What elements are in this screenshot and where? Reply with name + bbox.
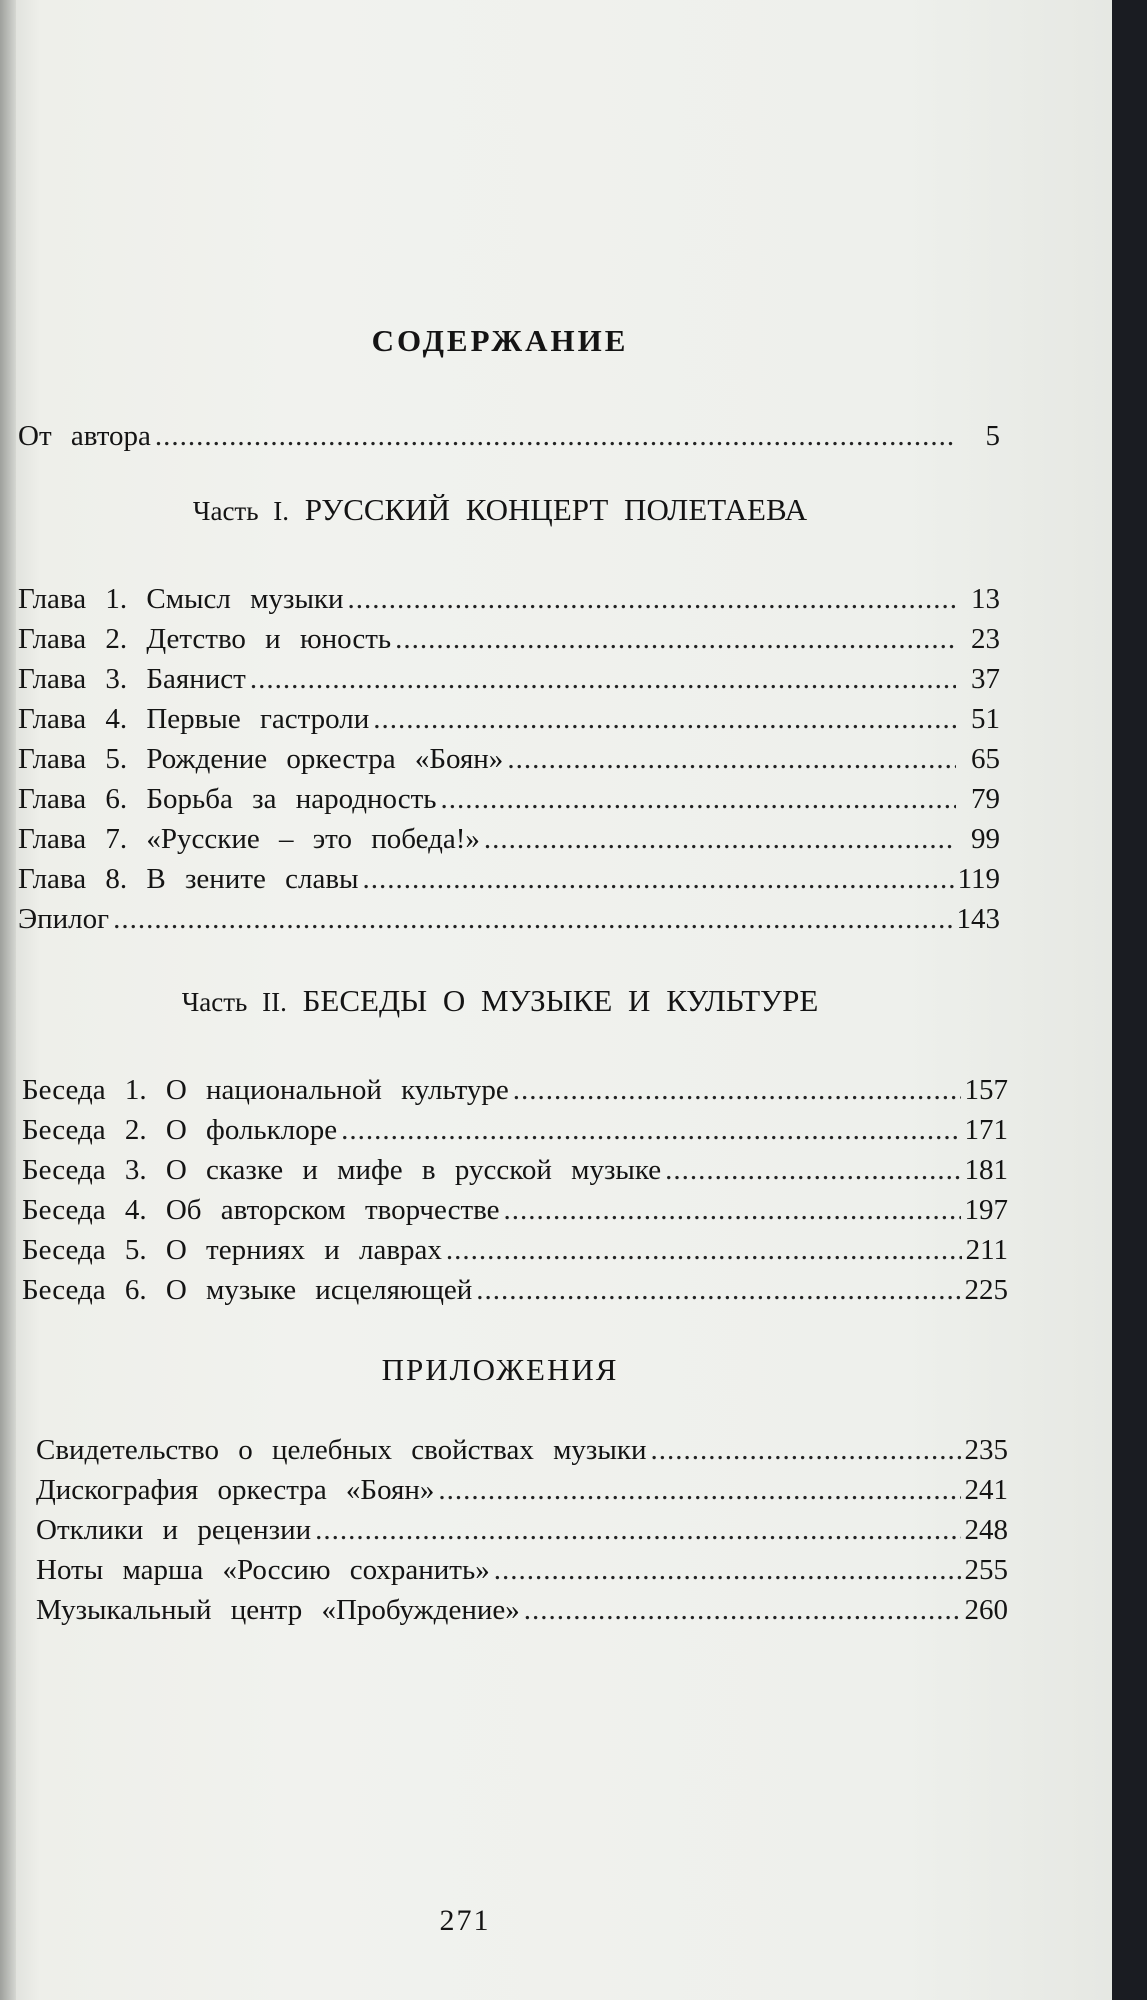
part1-heading-title: РУССКИЙ КОНЦЕРТ ПОЛЕТАЕВА (304, 492, 808, 527)
dot-leader (363, 863, 954, 896)
toc-page-number: 79 (971, 783, 1000, 815)
toc-page-number: 143 (956, 903, 1000, 935)
page-number: 271 (439, 1904, 491, 1937)
dot-leader (250, 663, 956, 696)
dot-leader (438, 1474, 960, 1507)
toc-row (22, 1074, 1008, 1107)
dot-leader (446, 1234, 962, 1267)
toc-row (22, 1274, 1008, 1307)
toc-row (36, 1514, 1008, 1547)
toc-page-number: 99 (971, 823, 1000, 855)
toc-label: Беседа 2. О фольклоре (22, 1114, 338, 1146)
dot-leader (441, 783, 956, 816)
toc-label: Свидетельство о целебных свойствах музыки (36, 1434, 647, 1466)
toc-row (36, 1434, 1008, 1467)
toc-row (18, 783, 1000, 816)
toc-page-number: 13 (971, 583, 1000, 615)
toc-page-number: 211 (965, 1234, 1008, 1266)
part2-heading-lead: Часть II. (181, 987, 287, 1017)
toc-row (18, 703, 1000, 736)
dot-leader (494, 1554, 961, 1587)
part2-heading-title: БЕСЕДЫ О МУЗЫКЕ И КУЛЬТУРЕ (302, 983, 819, 1018)
toc-page-number: 197 (964, 1194, 1008, 1226)
toc-row (18, 583, 1000, 616)
toc-page-number: 260 (964, 1594, 1008, 1626)
appendix-heading: ПРИЛОЖЕНИЯ (381, 1352, 619, 1387)
toc-page-number: 255 (964, 1554, 1008, 1586)
toc-page-number: 37 (971, 663, 1000, 695)
toc-page-number: 157 (964, 1074, 1008, 1106)
toc-label: От автора (18, 420, 151, 452)
toc-page-number: 241 (964, 1474, 1008, 1506)
toc-label: Беседа 4. Об авторском творчестве (22, 1194, 500, 1226)
toc-label: Музыкальный центр «Пробуждение» (36, 1594, 520, 1626)
toc-label: Эпилог (18, 903, 110, 935)
toc-label: Глава 2. Детство и юность (18, 623, 392, 655)
dot-leader (650, 1434, 960, 1467)
toc-label: Дискография оркестра «Боян» (36, 1474, 435, 1506)
toc-label: Ноты марша «Россию сохранить» (36, 1554, 490, 1586)
toc-label: Глава 8. В зените славы (18, 863, 359, 895)
toc-page-number: 181 (964, 1154, 1008, 1186)
dot-leader (504, 1194, 961, 1227)
toc-page-number: 248 (964, 1514, 1008, 1546)
toc-page-number: 171 (964, 1114, 1008, 1146)
dot-leader (315, 1514, 960, 1547)
dot-leader (373, 703, 956, 736)
toc-page-number: 65 (971, 743, 1000, 775)
toc-row (36, 1594, 1008, 1627)
toc-row (22, 1114, 1008, 1147)
toc-row (18, 903, 1000, 936)
toc-label: Глава 4. Первые гастроли (18, 703, 370, 735)
toc-page-number: 5 (985, 420, 1000, 452)
toc-row (22, 1154, 1008, 1187)
toc-page-number: 225 (964, 1274, 1008, 1306)
dot-leader (113, 903, 952, 936)
toc-row (18, 663, 1000, 696)
dot-leader (507, 743, 956, 776)
toc-row (18, 743, 1000, 776)
toc-label: Беседа 1. О национальной культуре (22, 1074, 509, 1106)
dot-leader (513, 1074, 961, 1107)
dot-leader (395, 623, 956, 656)
toc-page-number: 235 (964, 1434, 1008, 1466)
toc-label: Отклики и рецензии (36, 1514, 312, 1546)
toc-label: Глава 1. Смысл музыки (18, 583, 344, 615)
toc-label: Беседа 3. О сказке и мифе в русской музыке (22, 1154, 662, 1186)
toc-label: Глава 7. «Русские – это победа!» (18, 823, 480, 855)
toc-row-intro (18, 420, 1000, 453)
toc-label: Беседа 6. О музыке исцеляющей (22, 1274, 473, 1306)
toc-label: Глава 6. Борьба за народность (18, 783, 437, 815)
toc-page-number: 23 (971, 623, 1000, 655)
toc-row (18, 623, 1000, 656)
toc-label: Глава 3. Баянист (18, 663, 246, 695)
toc-row (18, 823, 1000, 856)
dot-leader (348, 583, 956, 616)
toc-row (36, 1554, 1008, 1587)
part1-heading-lead: Часть I. (192, 496, 290, 526)
toc-page-number: 51 (971, 703, 1000, 735)
dot-leader (665, 1154, 960, 1187)
dot-leader (341, 1114, 960, 1147)
toc-label: Глава 5. Рождение оркестра «Боян» (18, 743, 504, 775)
part1-heading (0, 492, 1000, 528)
dot-leader (155, 420, 956, 453)
dot-leader (484, 823, 956, 856)
toc-row (36, 1474, 1008, 1507)
toc-page-number: 119 (957, 863, 1000, 895)
toc-row (22, 1234, 1008, 1267)
dot-leader (476, 1274, 960, 1307)
toc-row (22, 1194, 1008, 1227)
toc-label: Беседа 5. О терниях и лаврах (22, 1234, 442, 1266)
part2-heading (0, 983, 1000, 1019)
toc-row (18, 863, 1000, 896)
toc-title: СОДЕРЖАНИЕ (371, 323, 629, 358)
dot-leader (524, 1594, 961, 1627)
